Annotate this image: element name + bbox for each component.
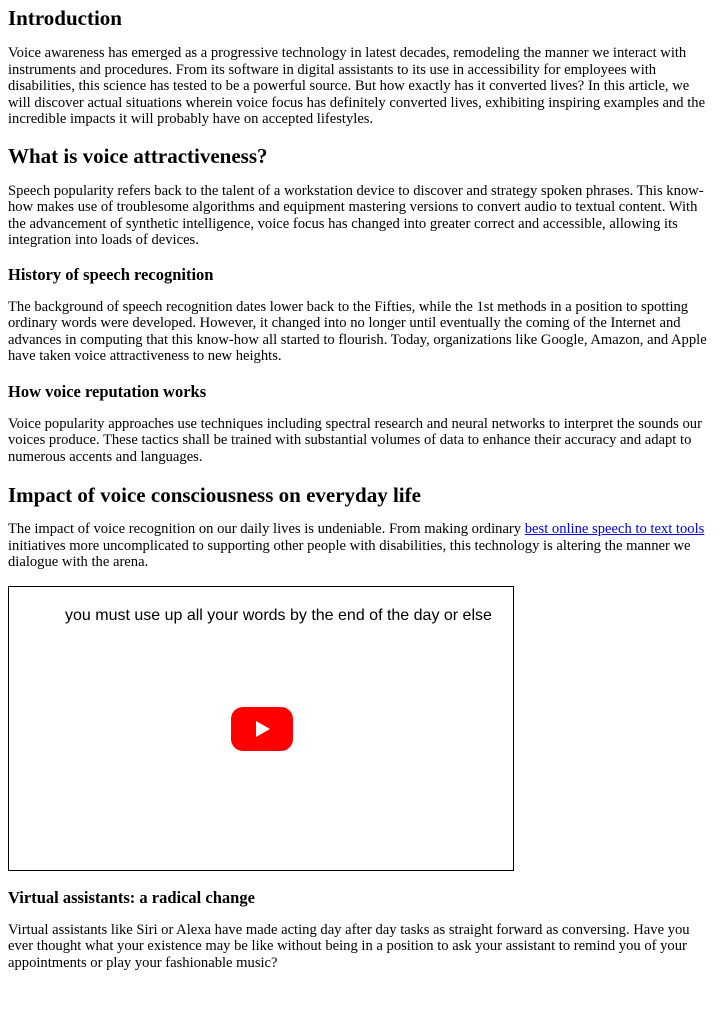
impact-text-before: The impact of voice recognition on our daily lives is undeniable. From making ordinary <box>8 521 525 537</box>
paragraph-history: The background of speech recognition dates lower back to the Fifties, while the 1st methods in a position to spotting ordinary words were developed. However, it changed into no longer until eventually the coming of the Internet and advances in computing that this know-how all started to flourish. Today, organizations like Google, Amazon, and Apple have taken voice attractiveness to new heights. <box>8 298 707 364</box>
paragraph-impact <box>8 521 712 571</box>
paragraph-virtual-assistants: Virtual assistants like Siri or Alexa have made acting day after day tasks as straight forward as conversing. Have you ever thought what your existence may be like without being in a position to ask your assistant to remind you of your appointments or play your fashionable music? <box>8 921 690 971</box>
speech-to-text-link[interactable]: best online speech to text tools <box>524 521 705 537</box>
heading-how-it-works: How voice reputation works <box>8 381 207 401</box>
impact-text-after: initiatives more uncomplicated to supporting other people with disabilities, this technology is altering the manner we dialogue with the arena. <box>8 537 691 570</box>
paragraph-how-it-works: Voice popularity approaches use techniques including spectral research and neural networks to interpret the sounds our voices produce. These tactics shall be trained with substantial volumes of data to enhance their accuracy and adapt to numerous accents and languages. <box>8 415 702 465</box>
heading-virtual-assistants: Virtual assistants: a radical change <box>8 887 255 907</box>
play-button[interactable] <box>231 707 293 751</box>
heading-history: History of speech recognition <box>8 264 214 284</box>
heading-introduction: Introduction <box>8 6 122 30</box>
paragraph-what-is: Speech popularity refers back to the talent of a workstation device to discover and strategy spoken phrases. This know-how makes use of troublesome algorithms and equipment mastering versions to convert audio to textual content. With the advancement of synthetic intelligence, voice focus has changed into greater correct and accessible, allowing its integration into loads of devices. <box>8 182 704 248</box>
heading-what-is: What is voice attractiveness? <box>8 143 268 168</box>
heading-impact: Impact of voice consciousness on everyday life <box>8 483 421 507</box>
play-icon <box>231 707 293 751</box>
video-title[interactable]: you must use up all your words by the end of the day or else <box>65 606 492 624</box>
paragraph-introduction: Voice awareness has emerged as a progressive technology in latest decades, remodeling the manner we interact with instruments and procedures. From its software in digital assistants to its use in accessibility for employees with disabilities, this science has tested to be a powerful source. But how exactly has it converted lives? In this article, we will discover actual situations wherein voice focus has definitely converted lives, exhibiting inspiring examples and the incredible impacts it will probably have on accepted lifestyles. <box>8 45 706 127</box>
video-embed[interactable] <box>8 586 514 871</box>
